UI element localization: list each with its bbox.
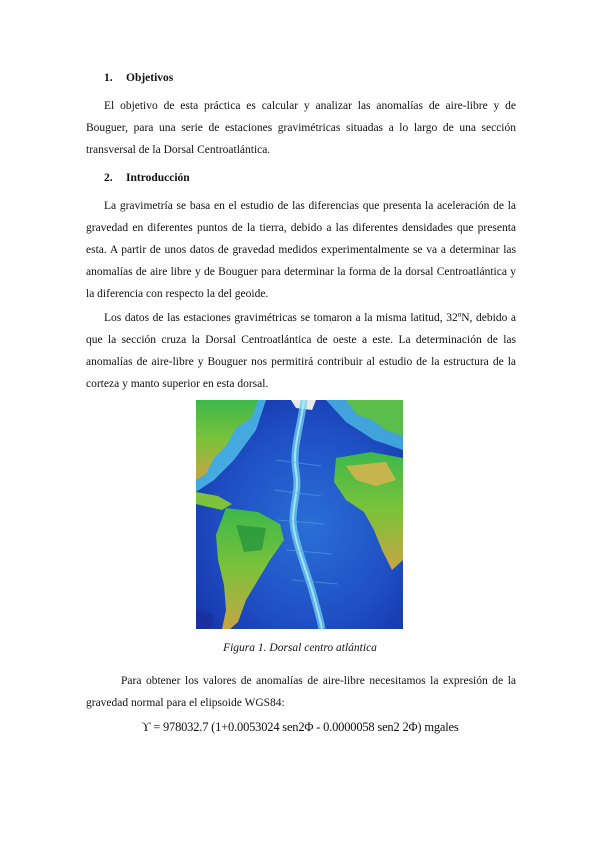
- gravedad-normal-paragraph: Para obtener los valores de anomalías de aire-libre necesitamos la expresión de la gravedad normal para el elipsoide WGS84:: [86, 675, 516, 709]
- introduccion-paragraph-1: La gravimetría se basa en el estudio de las diferencias que presenta la aceleración de la gravedad en diferentes puntos de la tierra, debido a las diferentes densidades que presenta esta. A partir de unos datos de gravedad medidos experimentalmente se va a determinar las anomalías de aire libre y de Bouguer para determinar la forma de la dorsal Centroatlántica y la diferencia con respecto la del geoide.: [86, 200, 516, 300]
- atlantic-ridge-map-image: [196, 400, 403, 629]
- section-heading-objetivos: [104, 72, 173, 84]
- figure-caption: Figura 1. Dorsal centro atlántica: [223, 642, 377, 654]
- section-number: 2.: [104, 172, 113, 184]
- section-heading-introduccion: [104, 172, 190, 184]
- bathymetry-map: [196, 400, 403, 629]
- section-title: Objetivos: [126, 72, 174, 84]
- wgs84-formula: ϒ = 978032.7 (1+0.0053024 sen2Φ - 0.0000058 sen2 2Φ) mgales: [141, 720, 459, 734]
- section-title: Introducción: [126, 172, 190, 184]
- introduccion-paragraph-2: Los datos de las estaciones gravimétricas se tomaron a la misma latitud, 32ºN, debido a que la sección cruza la Dorsal Centroatlántica de oeste a este. La determinación de las anomalías de aire-libre y Bouguer nos permitirá contribuir al estudio de la estructura de la corteza y manto superior en esta dorsal.: [86, 312, 516, 390]
- objetivos-paragraph: El objetivo de esta práctica es calcular y analizar las anomalías de aire-libre y de Bouguer, para una serie de estaciones gravimétricas situadas a lo largo de una sección transversal de la Dorsal Centroatlántica.: [86, 100, 516, 156]
- section-number: 1.: [104, 72, 113, 84]
